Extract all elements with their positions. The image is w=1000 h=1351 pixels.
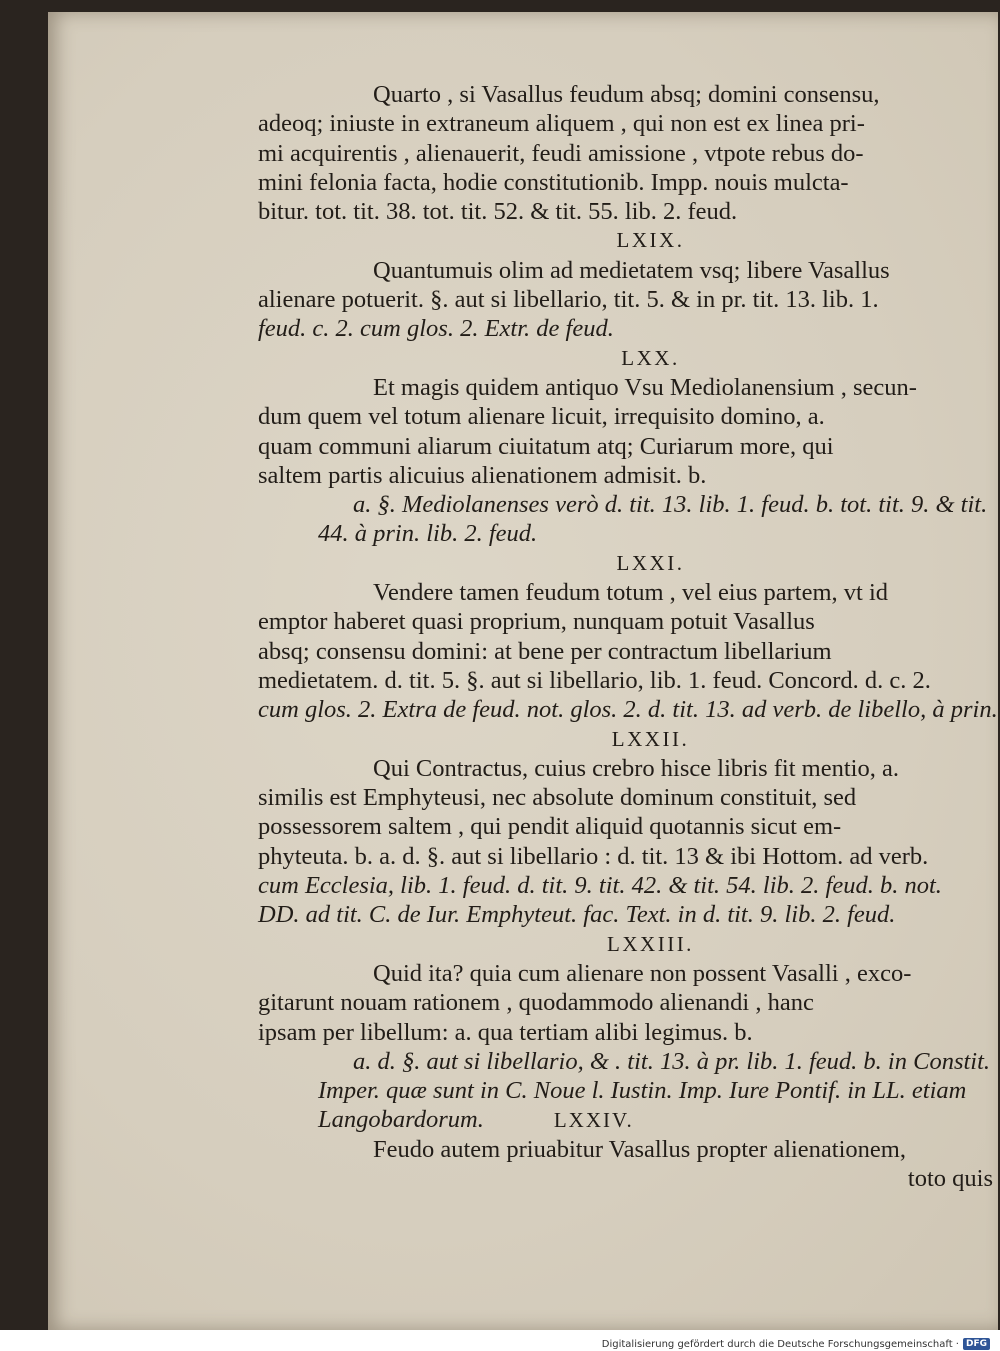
line-text: Qui Contractus, cuius crebro hisce libris fit mentio, a. <box>373 754 899 782</box>
line-text: gitarunt nouam rationem , quodammodo alienandi , hanc <box>258 989 814 1017</box>
line-text: toto quis <box>907 1164 993 1192</box>
text-line <box>258 256 1000 285</box>
line-text: 44. à prin. lib. 2. feud. <box>318 520 538 548</box>
section-heading <box>258 930 1000 959</box>
text-line <box>258 461 1000 490</box>
text-line <box>258 1018 1000 1047</box>
line-text: dum quem vel totum alienare licuit, irrequisito domino, a. <box>258 403 825 431</box>
text-line <box>258 109 1000 138</box>
text-line <box>258 666 1000 695</box>
line-text: Imper. quæ sunt in C. Noue l. Iustin. Imp. Iure Pontif. in LL. etiam <box>318 1077 967 1105</box>
line-text: similis est Emphyteusi, nec absolute dominum constituit, sed <box>258 784 857 812</box>
line-text: mi acquirentis , alienauerit, feudi amissione , vtpote rebus do- <box>258 139 864 167</box>
text-line <box>258 285 1000 314</box>
text-line <box>258 519 1000 548</box>
line-text: absq; consensu domini: at bene per contractum libellarium <box>258 637 832 665</box>
text-line <box>258 402 1000 431</box>
text-line <box>258 754 1000 783</box>
line-text: Feudo autem priuabitur Vasallus propter alienationem, <box>373 1135 906 1163</box>
text-line <box>258 1164 1000 1193</box>
text-line <box>258 432 1000 461</box>
section-heading <box>258 725 1000 754</box>
line-text: medietatem. d. tit. 5. §. aut si libellario, lib. 1. feud. Concord. d. c. 2. <box>258 666 931 694</box>
line-text: quam communi aliarum ciuitatum atq; Curiarum more, qui <box>258 432 834 460</box>
text-line <box>258 959 1000 988</box>
footer-credit: Digitalisierung gefördert durch die Deutsche Forschungsgemeinschaft · <box>601 1338 959 1350</box>
text-line <box>258 490 1000 519</box>
text-line <box>258 139 1000 168</box>
text-line <box>258 1076 1000 1105</box>
text-line <box>258 900 1000 929</box>
line-text: saltem partis alicuius alienationem admisit. b. <box>258 461 707 489</box>
line-text: Langobardorum. <box>318 1106 484 1134</box>
text-line <box>258 842 1000 871</box>
line-text: feud. c. 2. cum glos. 2. Extr. de feud. <box>258 315 614 343</box>
text-line <box>258 695 1000 724</box>
text-line <box>258 783 1000 812</box>
text-line <box>258 1135 1000 1164</box>
line-text: LXXI. <box>616 550 685 575</box>
line-text: adeoq; iniuste in extraneum aliquem , qui non est ex linea pri- <box>258 110 865 138</box>
digitization-footer <box>602 1337 990 1351</box>
text-line <box>258 314 1000 343</box>
line-text: Quid ita? quia cum alienare non possent Vasalli , exco- <box>373 959 912 987</box>
line-text: emptor haberet quasi proprium, nunquam potuit Vasallus <box>258 608 815 636</box>
text-line <box>258 373 1000 402</box>
line-text: Quantumuis olim ad medietatem vsq; libere Vasallus <box>373 256 890 284</box>
line-text: LXIX. <box>616 228 685 253</box>
line-text: a. §. Mediolanenses verò d. tit. 13. lib. 1. feud. b. tot. tit. 9. & tit. <box>353 491 988 519</box>
book-page <box>48 12 998 1330</box>
line-text: DD. ad tit. C. de Iur. Emphyteut. fac. Text. in d. tit. 9. lib. 2. feud. <box>258 901 896 929</box>
text-line <box>258 607 1000 636</box>
line-text: Vendere tamen feudum totum , vel eius partem, vt id <box>373 579 889 607</box>
text-line <box>258 168 1000 197</box>
line-text: cum Ecclesia, lib. 1. feud. d. tit. 9. tit. 42. & tit. 54. lib. 2. feud. b. not. <box>258 872 942 900</box>
text-line <box>258 871 1000 900</box>
section-heading <box>258 344 1000 373</box>
line-text: phyteuta. b. a. d. §. aut si libellario : d. tit. 13 & ibi Hottom. ad verb. <box>258 842 929 870</box>
line-text: bitur. tot. tit. 38. tot. tit. 52. & tit. 55. lib. 2. feud. <box>258 198 738 226</box>
text-line <box>258 812 1000 841</box>
line-text: Quarto , si Vasallus feudum absq; domini consensu, <box>373 81 880 108</box>
text-line <box>258 637 1000 666</box>
text-line <box>258 197 1000 226</box>
section-heading <box>258 226 1000 255</box>
page-text <box>258 80 1000 1193</box>
text-line <box>258 1105 1000 1134</box>
line-text: ipsam per libellum: a. qua tertiam alibi legimus. b. <box>258 1018 753 1046</box>
text-line <box>258 988 1000 1017</box>
text-line <box>258 1047 1000 1076</box>
line-text: LXXIII. <box>607 931 694 956</box>
section-heading <box>258 549 1000 578</box>
text-line <box>258 578 1000 607</box>
line-text: mini felonia facta, hodie constitutionib. Impp. nouis mulcta- <box>258 168 849 196</box>
line-text: LXX. <box>621 345 680 370</box>
line-text: a. d. §. aut si libellario, & . tit. 13. à pr. lib. 1. feud. b. in Constit. <box>353 1047 991 1075</box>
line-text: Et magis quidem antiquo Vsu Mediolanensium , secun- <box>373 373 917 401</box>
line-text: LXXII. <box>611 726 690 751</box>
dfg-logo: DFG <box>963 1338 990 1350</box>
line-text: possessorem saltem , qui pendit aliquid quotannis sicut em- <box>258 813 842 841</box>
section-heading-inline: LXXIV. <box>553 1108 634 1133</box>
line-text: alienare potuerit. §. aut si libellario, tit. 5. & in pr. tit. 13. lib. 1. <box>258 286 879 314</box>
text-line <box>258 80 1000 109</box>
line-text: cum glos. 2. Extra de feud. not. glos. 2. d. tit. 13. ad verb. de libello, à prin. <box>258 696 998 724</box>
